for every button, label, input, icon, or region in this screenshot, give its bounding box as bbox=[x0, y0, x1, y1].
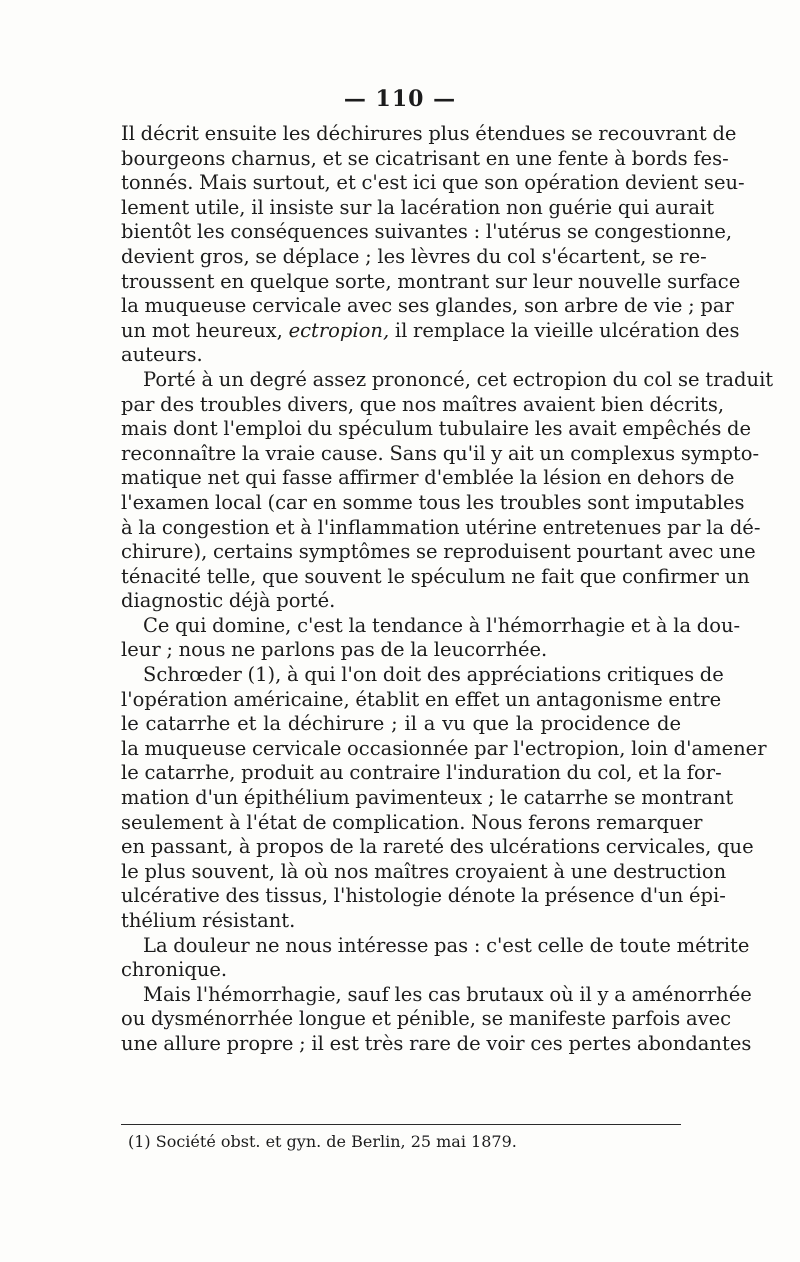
text-line: la muqueuse cervicale occasionnée par l'ectropion, loin d'amener bbox=[121, 736, 767, 760]
paragraph-2 bbox=[121, 367, 774, 614]
paragraph-3 bbox=[121, 613, 741, 663]
text-line: ténacité telle, que souvent le spéculum ne fait que confirmer un bbox=[121, 564, 750, 588]
text-line: ulcérative des tissus, l'histologie dénote la présence d'un épi- bbox=[121, 884, 726, 908]
italic-term: ectropion, bbox=[288, 318, 390, 342]
text-line: le plus souvent, là où nos maîtres croyaient à une destruction bbox=[121, 859, 727, 883]
text-line: en passant, à propos de la rareté des ulcérations cervicales, que bbox=[121, 835, 754, 859]
text-line: Mais l'hémorrhagie, sauf les cas brutaux où il y a aménorrhée bbox=[143, 982, 752, 1006]
text-line: une allure propre ; il est très rare de voir ces pertes abondantes bbox=[121, 1031, 752, 1055]
text-line: Schrœder (1), à qui l'on doit des appréciations critiques de bbox=[143, 663, 724, 687]
text-segment: un mot heureux, bbox=[121, 318, 289, 342]
text-line: seulement à l'état de complication. Nous ferons remarquer bbox=[121, 810, 703, 834]
text-line: par des troubles divers, que nos maîtres avaient bien décrits, bbox=[121, 392, 725, 416]
text-line: le catarrhe, produit au contraire l'induration du col, et la for- bbox=[121, 761, 722, 785]
footnote: (1) Société obst. et gyn. de Berlin, 25 mai 1879. bbox=[128, 1132, 517, 1151]
text-line: l'opération américaine, établit en effet un antagonisme entre bbox=[121, 687, 722, 711]
text-line: chronique. bbox=[121, 958, 228, 982]
text-line: mais dont l'emploi du spéculum tubulaire les avait empêchés de bbox=[121, 417, 752, 441]
text-line: lement utile, il insiste sur la lacération non guérie qui aurait bbox=[121, 195, 715, 219]
text-line bbox=[121, 318, 740, 344]
text-line: la muqueuse cervicale avec ses glandes, son arbre de vie ; par bbox=[121, 294, 734, 318]
paragraph-6 bbox=[121, 982, 752, 1057]
text-line: bourgeons charnus, et se cicatrisant en une fente à bords fes- bbox=[121, 146, 729, 170]
text-segment: il remplace la vieille ulcération des bbox=[389, 318, 740, 342]
footnote-divider bbox=[121, 1124, 681, 1125]
page-number: — 110 — bbox=[343, 86, 457, 112]
text-line: tonnés. Mais surtout, et c'est ici que son opération devient seu- bbox=[121, 171, 745, 195]
text-line: reconnaître la vraie cause. Sans qu'il y ait un complexus sympto- bbox=[121, 441, 760, 465]
body-text bbox=[121, 122, 774, 1057]
text-line: diagnostic déjà porté. bbox=[121, 589, 336, 613]
text-line: ou dysménorrhée longue et pénible, se manifeste parfois avec bbox=[121, 1007, 732, 1031]
text-line: matique net qui fasse affirmer d'emblée la lésion en dehors de bbox=[121, 466, 735, 490]
text-line: devient gros, se déplace ; les lèvres du col s'écartent, se re- bbox=[121, 244, 707, 268]
text-line: La douleur ne nous intéresse pas : c'est celle de toute métrite bbox=[143, 933, 750, 957]
text-line: auteurs. bbox=[121, 343, 203, 367]
text-line: leur ; nous ne parlons pas de la leucorrhée. bbox=[121, 638, 548, 662]
text-line: le catarrhe et la déchirure ; il a vu que la procidence de bbox=[121, 712, 681, 736]
text-line: chirure), certains symptômes se reproduisent pourtant avec une bbox=[121, 540, 756, 564]
text-line: thélium résistant. bbox=[121, 909, 296, 932]
text-line: Ce qui domine, c'est la tendance à l'hémorrhagie et à la dou- bbox=[143, 613, 741, 637]
text-line: à la congestion et à l'inflammation utérine entretenues par la dé- bbox=[121, 515, 761, 539]
text-line: mation d'un épithélium pavimenteux ; le catarrhe se montrant bbox=[121, 786, 734, 810]
paragraph-4 bbox=[121, 663, 767, 934]
text-line: Il décrit ensuite les déchirures plus étendues se recouvrant de bbox=[121, 122, 737, 145]
text-line: troussent en quelque sorte, montrant sur leur nouvelle surface bbox=[121, 269, 741, 293]
text-line: l'examen local (car en somme tous les troubles sont imputables bbox=[121, 490, 745, 514]
paragraph-1 bbox=[121, 122, 745, 368]
paragraph-5 bbox=[121, 933, 750, 983]
text-line: bientôt les conséquences suivantes : l'utérus se congestionne, bbox=[121, 220, 733, 244]
text-line: Porté à un degré assez prononcé, cet ectropion du col se traduit bbox=[143, 367, 774, 391]
